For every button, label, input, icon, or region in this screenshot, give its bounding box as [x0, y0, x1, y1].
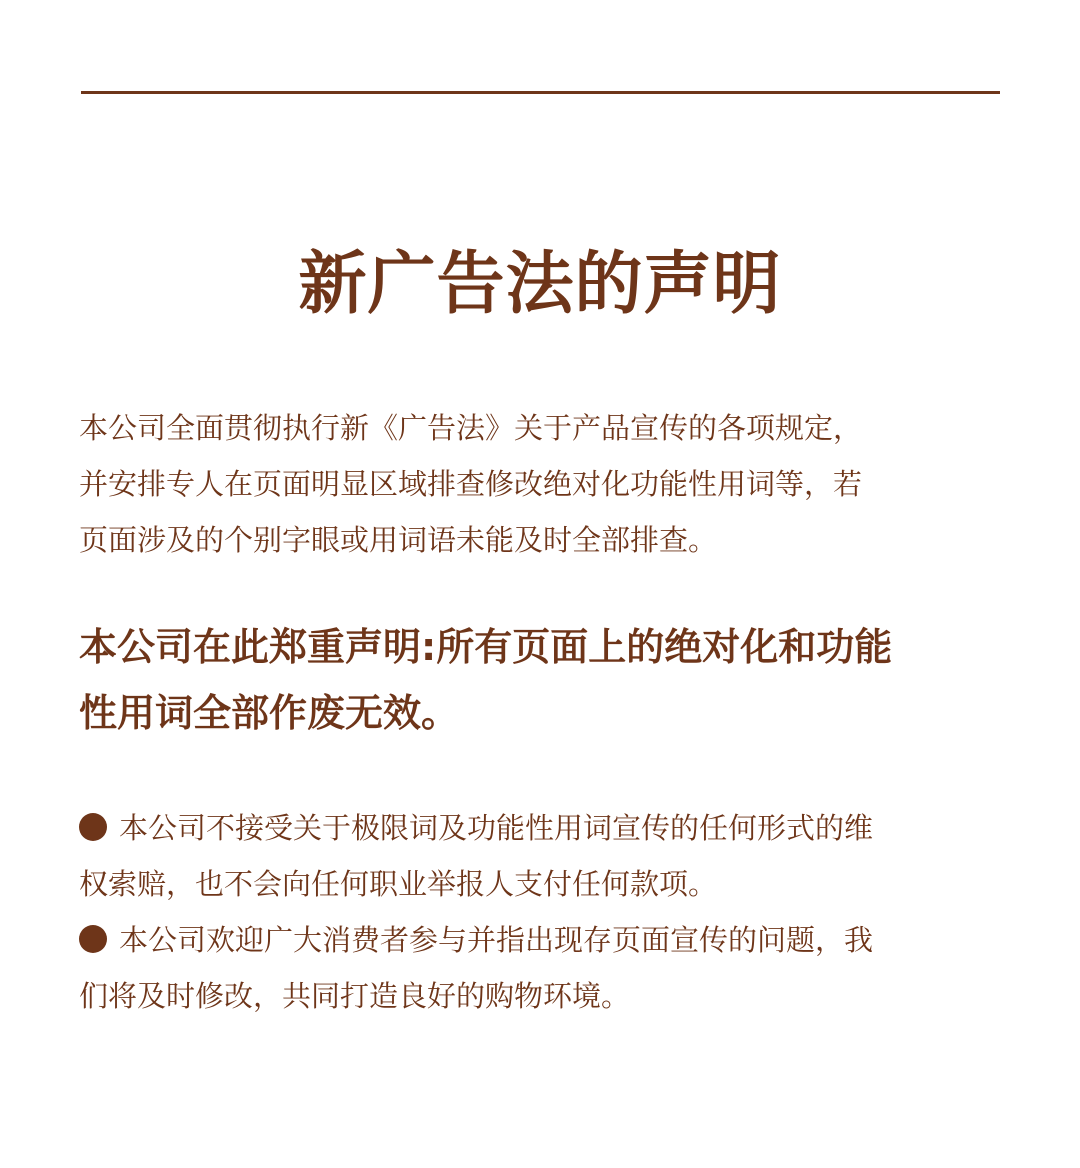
- bullet-item: [79, 912, 999, 1024]
- bullet-text: 本公司不接受关于极限词及功能性用词宣传的任何形式的维: [119, 811, 874, 845]
- bullet-dot-icon: [79, 813, 107, 841]
- intro-line: 并安排专人在页面明显区域排查修改绝对化功能性用词等，若: [79, 467, 863, 501]
- intro-line: 本公司全面贯彻执行新《广告法》关于产品宣传的各项规定，: [79, 411, 863, 445]
- intro-paragraph: [79, 400, 999, 568]
- intro-line: 页面涉及的个别字眼或用词语未能及时全部排查。: [79, 523, 718, 557]
- statement-line: 性用词全部作废无效。: [79, 691, 460, 735]
- bullet-line: 权索赔，也不会向任何职业举报人支付任何款项。: [79, 867, 718, 901]
- bullet-line: [79, 800, 999, 856]
- bullet-line: [79, 912, 999, 968]
- page-title: 新广告法的声明: [298, 245, 782, 324]
- statement-line: 本公司在此郑重声明:所有页面上的绝对化和功能: [79, 625, 893, 669]
- top-divider: [81, 91, 1000, 94]
- bullet-item: [79, 800, 999, 912]
- bullet-line: 们将及时修改，共同打造良好的购物环境。: [79, 979, 631, 1013]
- bullet-list: [79, 800, 999, 1024]
- bullet-dot-icon: [79, 925, 107, 953]
- bullet-text: 本公司欢迎广大消费者参与并指出现存页面宣传的问题，我: [119, 923, 874, 957]
- declaration-statement: [79, 614, 1009, 746]
